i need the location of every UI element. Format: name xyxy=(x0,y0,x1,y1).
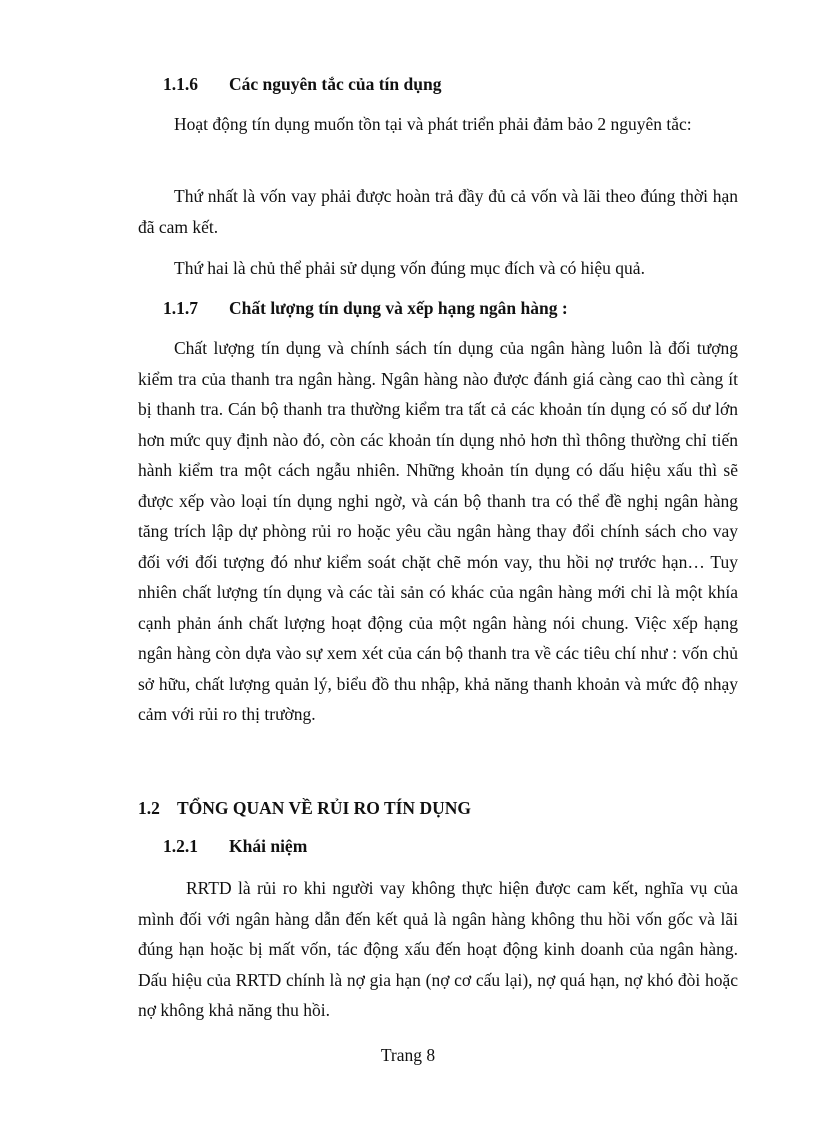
section-heading-1-1-6 xyxy=(163,73,441,95)
section-number: 1.2.1 xyxy=(163,836,198,856)
section-number: 1.1.7 xyxy=(163,298,198,318)
section-heading-1-1-7 xyxy=(163,297,568,319)
paragraph-second-principle: Thứ hai là chủ thể phải sử dụng vốn đúng mục đích và có hiệu quả. xyxy=(174,258,645,278)
paragraph-credit-risk-definition: RRTD là rủi ro khi người vay không thực hiện được cam kết, nghĩa vụ của mình đối với ngân hàng dẫn đến kết quả là ngân hàng không thu hồi vốn gốc và lãi đúng hạn hoặc bị mất vốn, tác động xấu đến hoạt động kinh doanh của ngân hàng. Dấu hiệu của RRTD chính là nợ gia hạn (nợ cơ cấu lại), nợ quá hạn, nợ khó đòi hoặc nợ không khả năng thu hồi. xyxy=(138,878,738,1020)
page-footer: Trang 8 xyxy=(380,1045,436,1065)
section-number: 1.2 xyxy=(138,798,160,818)
paragraph-first-principle: Thứ nhất là vốn vay phải được hoàn trả đầy đủ cả vốn và lãi theo đúng thời hạn đã cam kết. xyxy=(138,186,738,237)
section-heading-1-2-1 xyxy=(163,835,307,857)
section-heading-1-2 xyxy=(138,797,471,819)
section-title: TỔNG QUAN VỀ RỦI RO TÍN DỤNG xyxy=(177,798,471,818)
section-title: Chất lượng tín dụng và xếp hạng ngân hàng : xyxy=(229,298,568,318)
section-number: 1.1.6 xyxy=(163,74,198,94)
section-title: Các nguyên tắc của tín dụng xyxy=(229,74,442,94)
paragraph-principles-intro: Hoạt động tín dụng muốn tồn tại và phát triển phải đảm bảo 2 nguyên tắc: xyxy=(174,114,692,134)
paragraph-credit-quality: Chất lượng tín dụng và chính sách tín dụng của ngân hàng luôn là đối tượng kiểm tra của thanh tra ngân hàng. Ngân hàng nào được đánh giá càng cao thì càng ít bị thanh tra. Cán bộ thanh tra thường kiểm tra tất cả các khoản tín dụng có số dư lớn hơn mức quy định nào đó, còn các khoản tín dụng nhỏ hơn thì thông thường chỉ tiến hành kiểm tra một cách ngẫu nhiên. Những khoản tín dụng có dấu hiệu xấu thì sẽ được xếp vào loại tín dụng nghi ngờ, và cán bộ thanh tra có thể đề nghị ngân hàng tăng trích lập dự phòng rủi ro hoặc yêu cầu ngân hàng thay đổi chính sách cho vay đối với đối tượng đó như kiểm soát chặt chẽ món vay, thu hồi nợ trước hạn… Tuy nhiên chất lượng tín dụng và các tài sản có khác của ngân hàng mới chỉ là một khía cạnh phản ánh chất lượng hoạt động của một ngân hàng nói chung. Việc xếp hạng ngân hàng còn dựa vào sự xem xét của cán bộ thanh tra về các tiêu chí như : vốn chủ sở hữu, chất lượng quản lý, biểu đồ thu nhập, khả năng thanh khoản và mức độ nhạy cảm với rủi ro thị trường. xyxy=(138,338,738,724)
section-title: Khái niệm xyxy=(229,836,308,856)
